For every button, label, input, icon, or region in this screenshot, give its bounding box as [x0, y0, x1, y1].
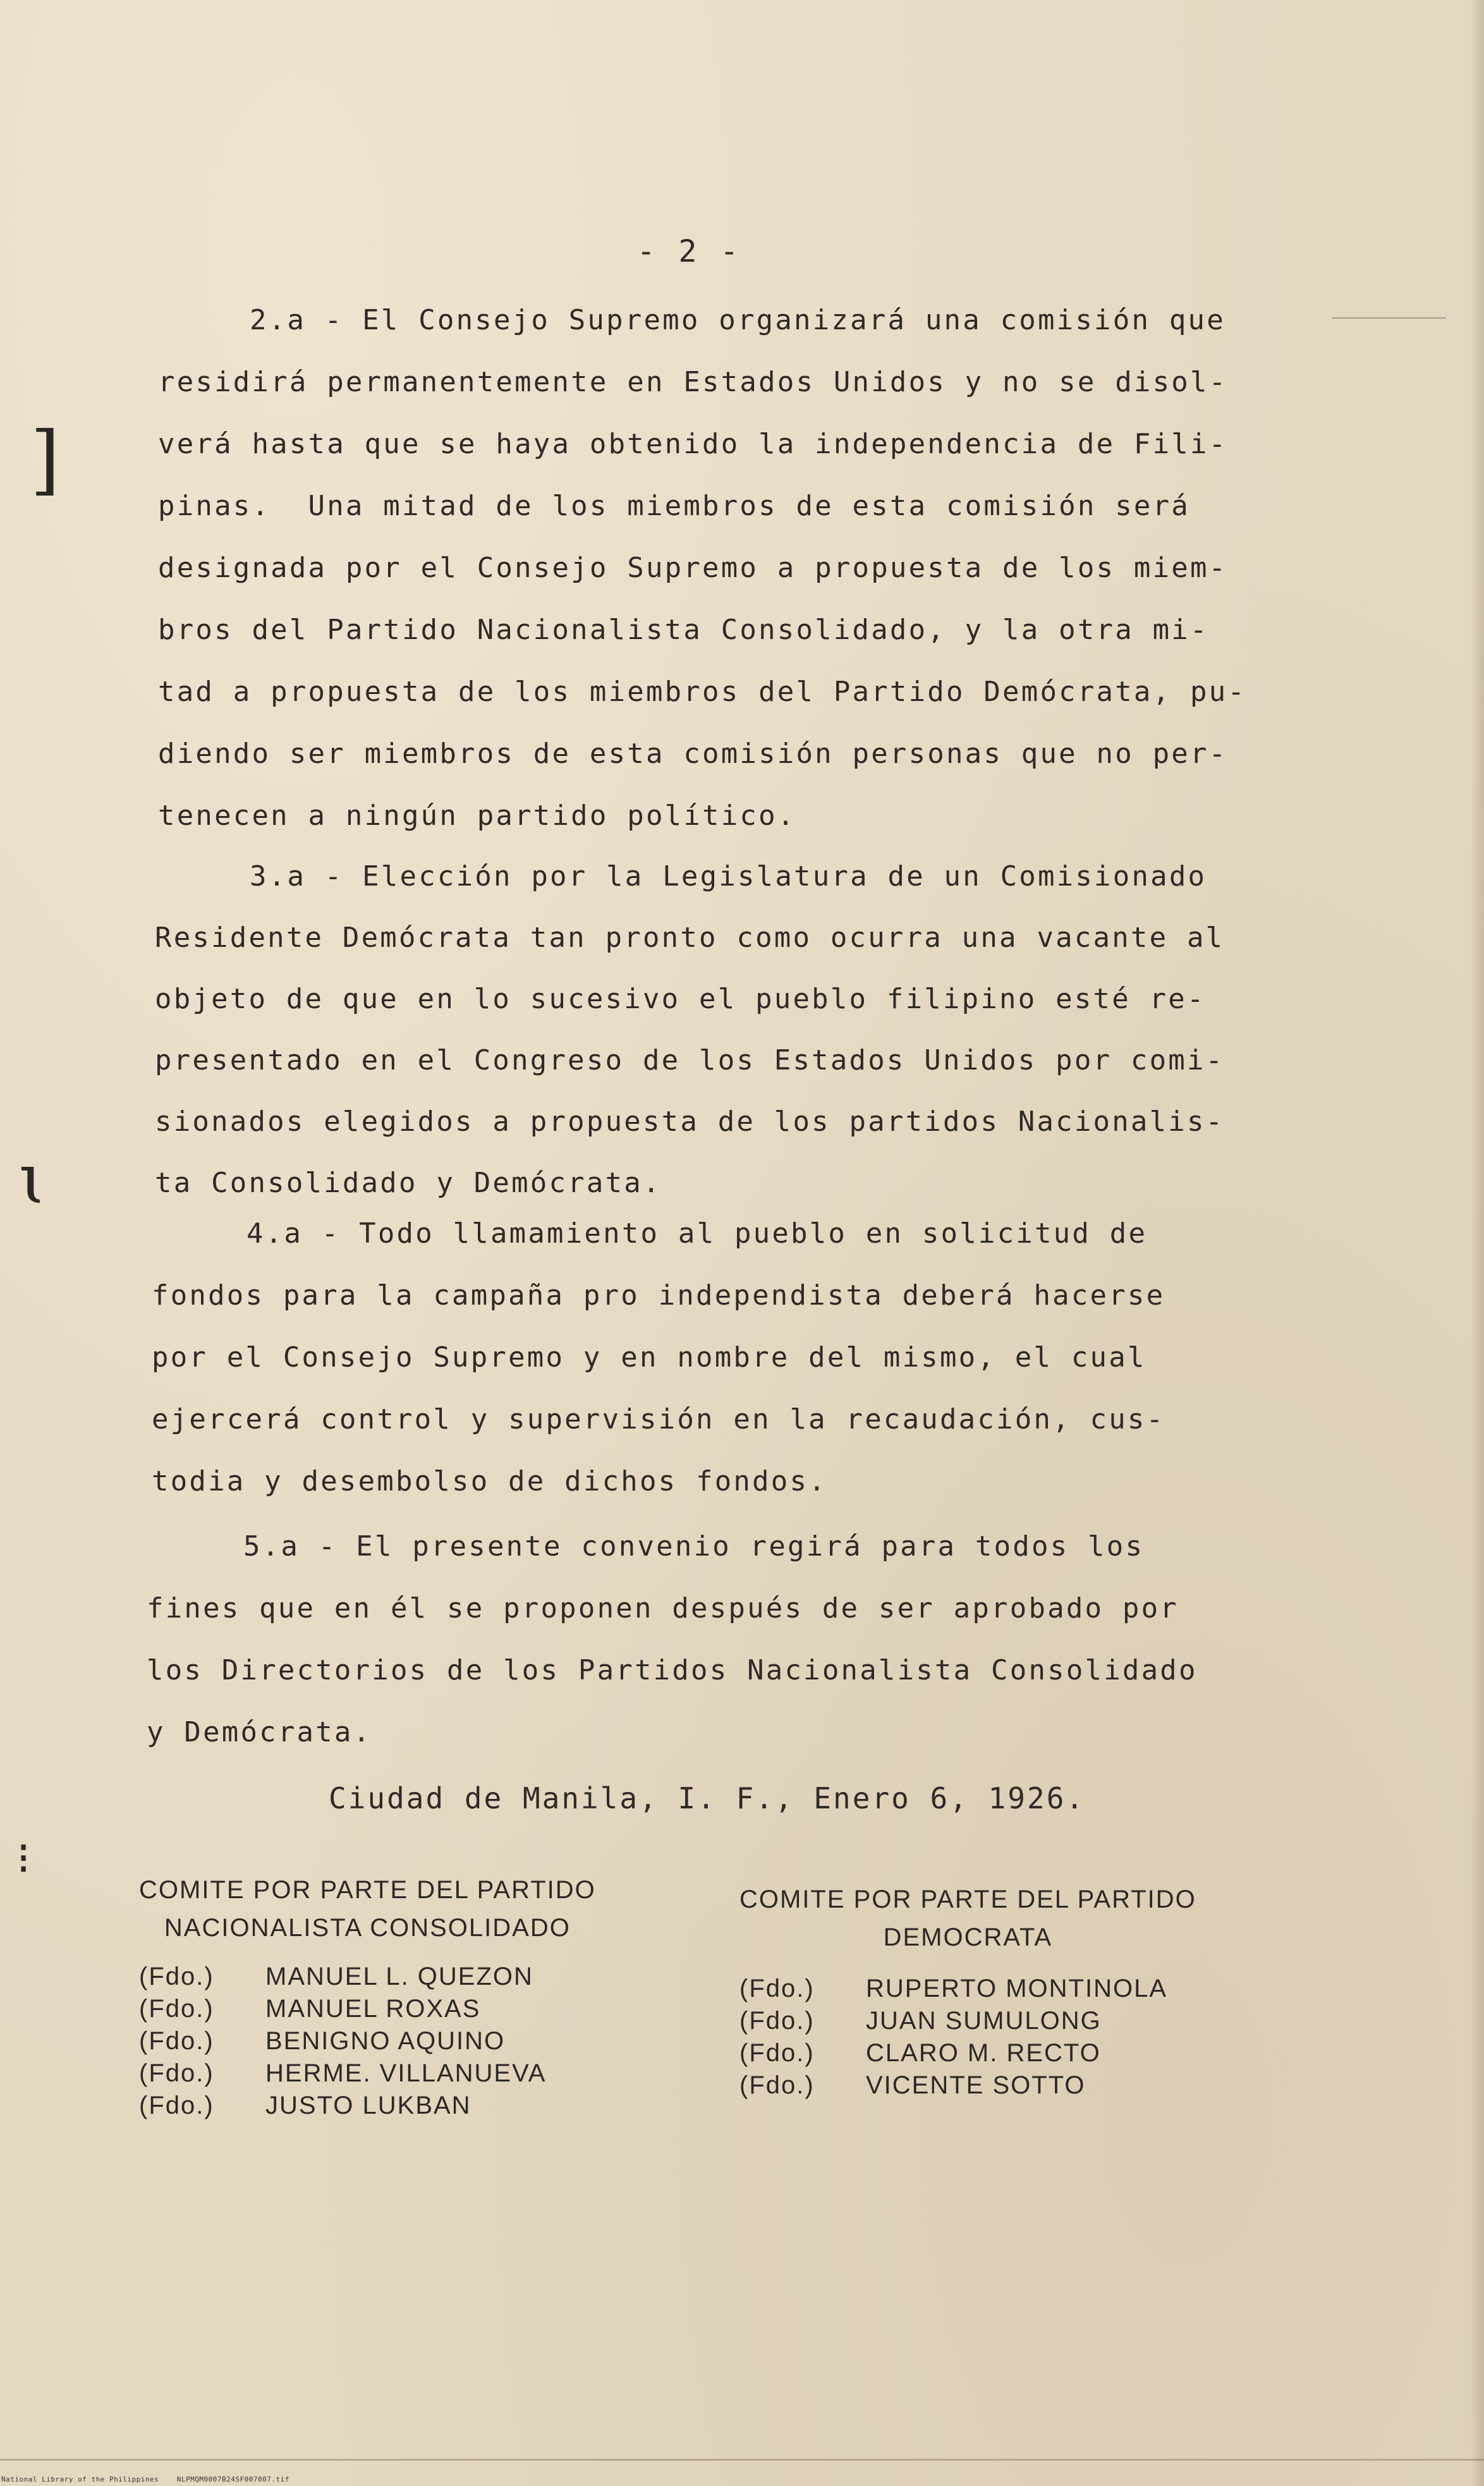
committee-heading-line: DEMOCRATA: [883, 1923, 1053, 1951]
binder-hole-mark: ɩ: [19, 1138, 47, 1219]
signature-list: [739, 1973, 1196, 2102]
signature-prefix: (Fdo.): [139, 1995, 214, 2023]
body-text-line: presentado en el Congreso de los Estados Unidos por comi-: [155, 1044, 1225, 1076]
signatory-name: BENIGNO AQUINO: [265, 2027, 506, 2055]
signatory-name: RUPERTO MONTINOLA: [866, 1975, 1168, 2002]
signatory-name: JUAN SUMULONG: [866, 2007, 1102, 2035]
page-edge-shadow: [1470, 0, 1484, 2486]
signature-prefix: (Fdo.): [139, 1963, 214, 1990]
signature-row: [739, 2069, 1196, 2102]
committee-heading: [139, 1871, 596, 1947]
committee-heading-line: COMITE POR PARTE DEL PARTIDO: [739, 1886, 1196, 1913]
signature-prefix: (Fdo.): [739, 2071, 815, 2099]
signatory-name: CLARO M. RECTO: [866, 2039, 1101, 2067]
signature-row: [739, 2037, 1196, 2069]
signature-row: [139, 2090, 596, 2122]
body-text-line: fines que en él se proponen después de ser aprobado por: [147, 1592, 1179, 1624]
body-text-line: ejercerá control y supervisión en la recaudación, cus-: [152, 1403, 1165, 1435]
body-text-line: sionados elegidos a propuesta de los partidos Nacionalis-: [155, 1106, 1225, 1138]
committee-democrata: [739, 1880, 1196, 2102]
body-text-line: objeto de que en lo sucesivo el pueblo filipino esté re-: [155, 983, 1206, 1015]
pencil-mark: [1332, 317, 1446, 319]
signatory-name: JUSTO LUKBAN: [265, 2092, 471, 2119]
binder-bracket-mark: ]: [30, 416, 60, 504]
signature-row: [739, 1973, 1196, 2005]
signature-prefix: (Fdo.): [139, 2027, 214, 2055]
signature-row: [739, 2005, 1196, 2037]
body-text-line: 4.a - Todo llamamiento al pueblo en solicitud de: [246, 1217, 1148, 1250]
dateline: Ciudad de Manila, I. F., Enero 6, 1926.: [329, 1781, 1086, 1815]
page-number: - 2 -: [636, 234, 741, 269]
signature-row: [139, 1961, 596, 1993]
page-bottom-crease: [0, 2459, 1484, 2461]
body-text-line: diendo ser miembros de esta comisión personas que no per-: [158, 738, 1228, 770]
committee-nacionalista: [139, 1871, 596, 2122]
binder-hole-mark-2: ⁝: [16, 1832, 31, 1884]
body-text-line: tad a propuesta de los miembros del Partido Demócrata, pu-: [158, 676, 1247, 708]
signature-list: [139, 1961, 596, 2122]
body-text-line: verá hasta que se haya obtenido la independencia de Fili-: [158, 428, 1228, 460]
archive-footer-note: National Library of the Philippines NLPMQM0007B24SF007007.tif: [1, 2475, 289, 2483]
body-text-line: por el Consejo Supremo y en nombre del mismo, el cual: [152, 1341, 1146, 1374]
body-text-line: residirá permanentemente en Estados Unidos y no se disol-: [158, 366, 1228, 398]
signature-prefix: (Fdo.): [139, 2059, 214, 2087]
body-text-line: Residente Demócrata tan pronto como ocurra una vacante al: [155, 922, 1225, 954]
body-text-line: fondos para la campaña pro independista deberá hacerse: [152, 1279, 1165, 1312]
body-text-line: 3.a - Elección por la Legislatura de un Comisionado: [250, 860, 1207, 893]
signature-prefix: (Fdo.): [739, 2007, 815, 2035]
body-text-line: bros del Partido Nacionalista Consolidado, y la otra mi-: [158, 614, 1209, 646]
body-text-line: designada por el Consejo Supremo a propuesta de los miem-: [158, 552, 1228, 584]
committee-heading: [739, 1880, 1196, 1956]
signature-row: [139, 1993, 596, 2025]
body-text-line: 2.a - El Consejo Supremo organizará una comisión que: [250, 304, 1226, 336]
signature-row: [139, 2057, 596, 2090]
signature-prefix: (Fdo.): [139, 2092, 214, 2119]
body-text-line: tenecen a ningún partido político.: [158, 800, 796, 832]
body-text-line: pinas. Una mitad de los miembros de esta comisión será: [158, 490, 1190, 522]
body-text-line: ta Consolidado y Demócrata.: [155, 1167, 662, 1199]
body-text-line: 5.a - El presente convenio regirá para todos los: [243, 1530, 1145, 1563]
body-text-line: los Directorios de los Partidos Nacionalista Consolidado: [147, 1654, 1198, 1686]
committee-heading-line: COMITE POR PARTE DEL PARTIDO: [139, 1876, 596, 1904]
signature-prefix: (Fdo.): [739, 2039, 815, 2067]
signature-row: [139, 2025, 596, 2057]
body-text-line: todia y desembolso de dichos fondos.: [152, 1465, 827, 1497]
signatory-name: MANUEL L. QUEZON: [265, 1963, 533, 1990]
body-text-line: y Demócrata.: [147, 1716, 372, 1748]
signature-prefix: (Fdo.): [739, 1975, 815, 2002]
committee-heading-line: NACIONALISTA CONSOLIDADO: [164, 1914, 571, 1942]
signatory-name: MANUEL ROXAS: [265, 1995, 481, 2023]
signatory-name: HERME. VILLANUEVA: [265, 2059, 547, 2087]
signatory-name: VICENTE SOTTO: [866, 2071, 1086, 2099]
